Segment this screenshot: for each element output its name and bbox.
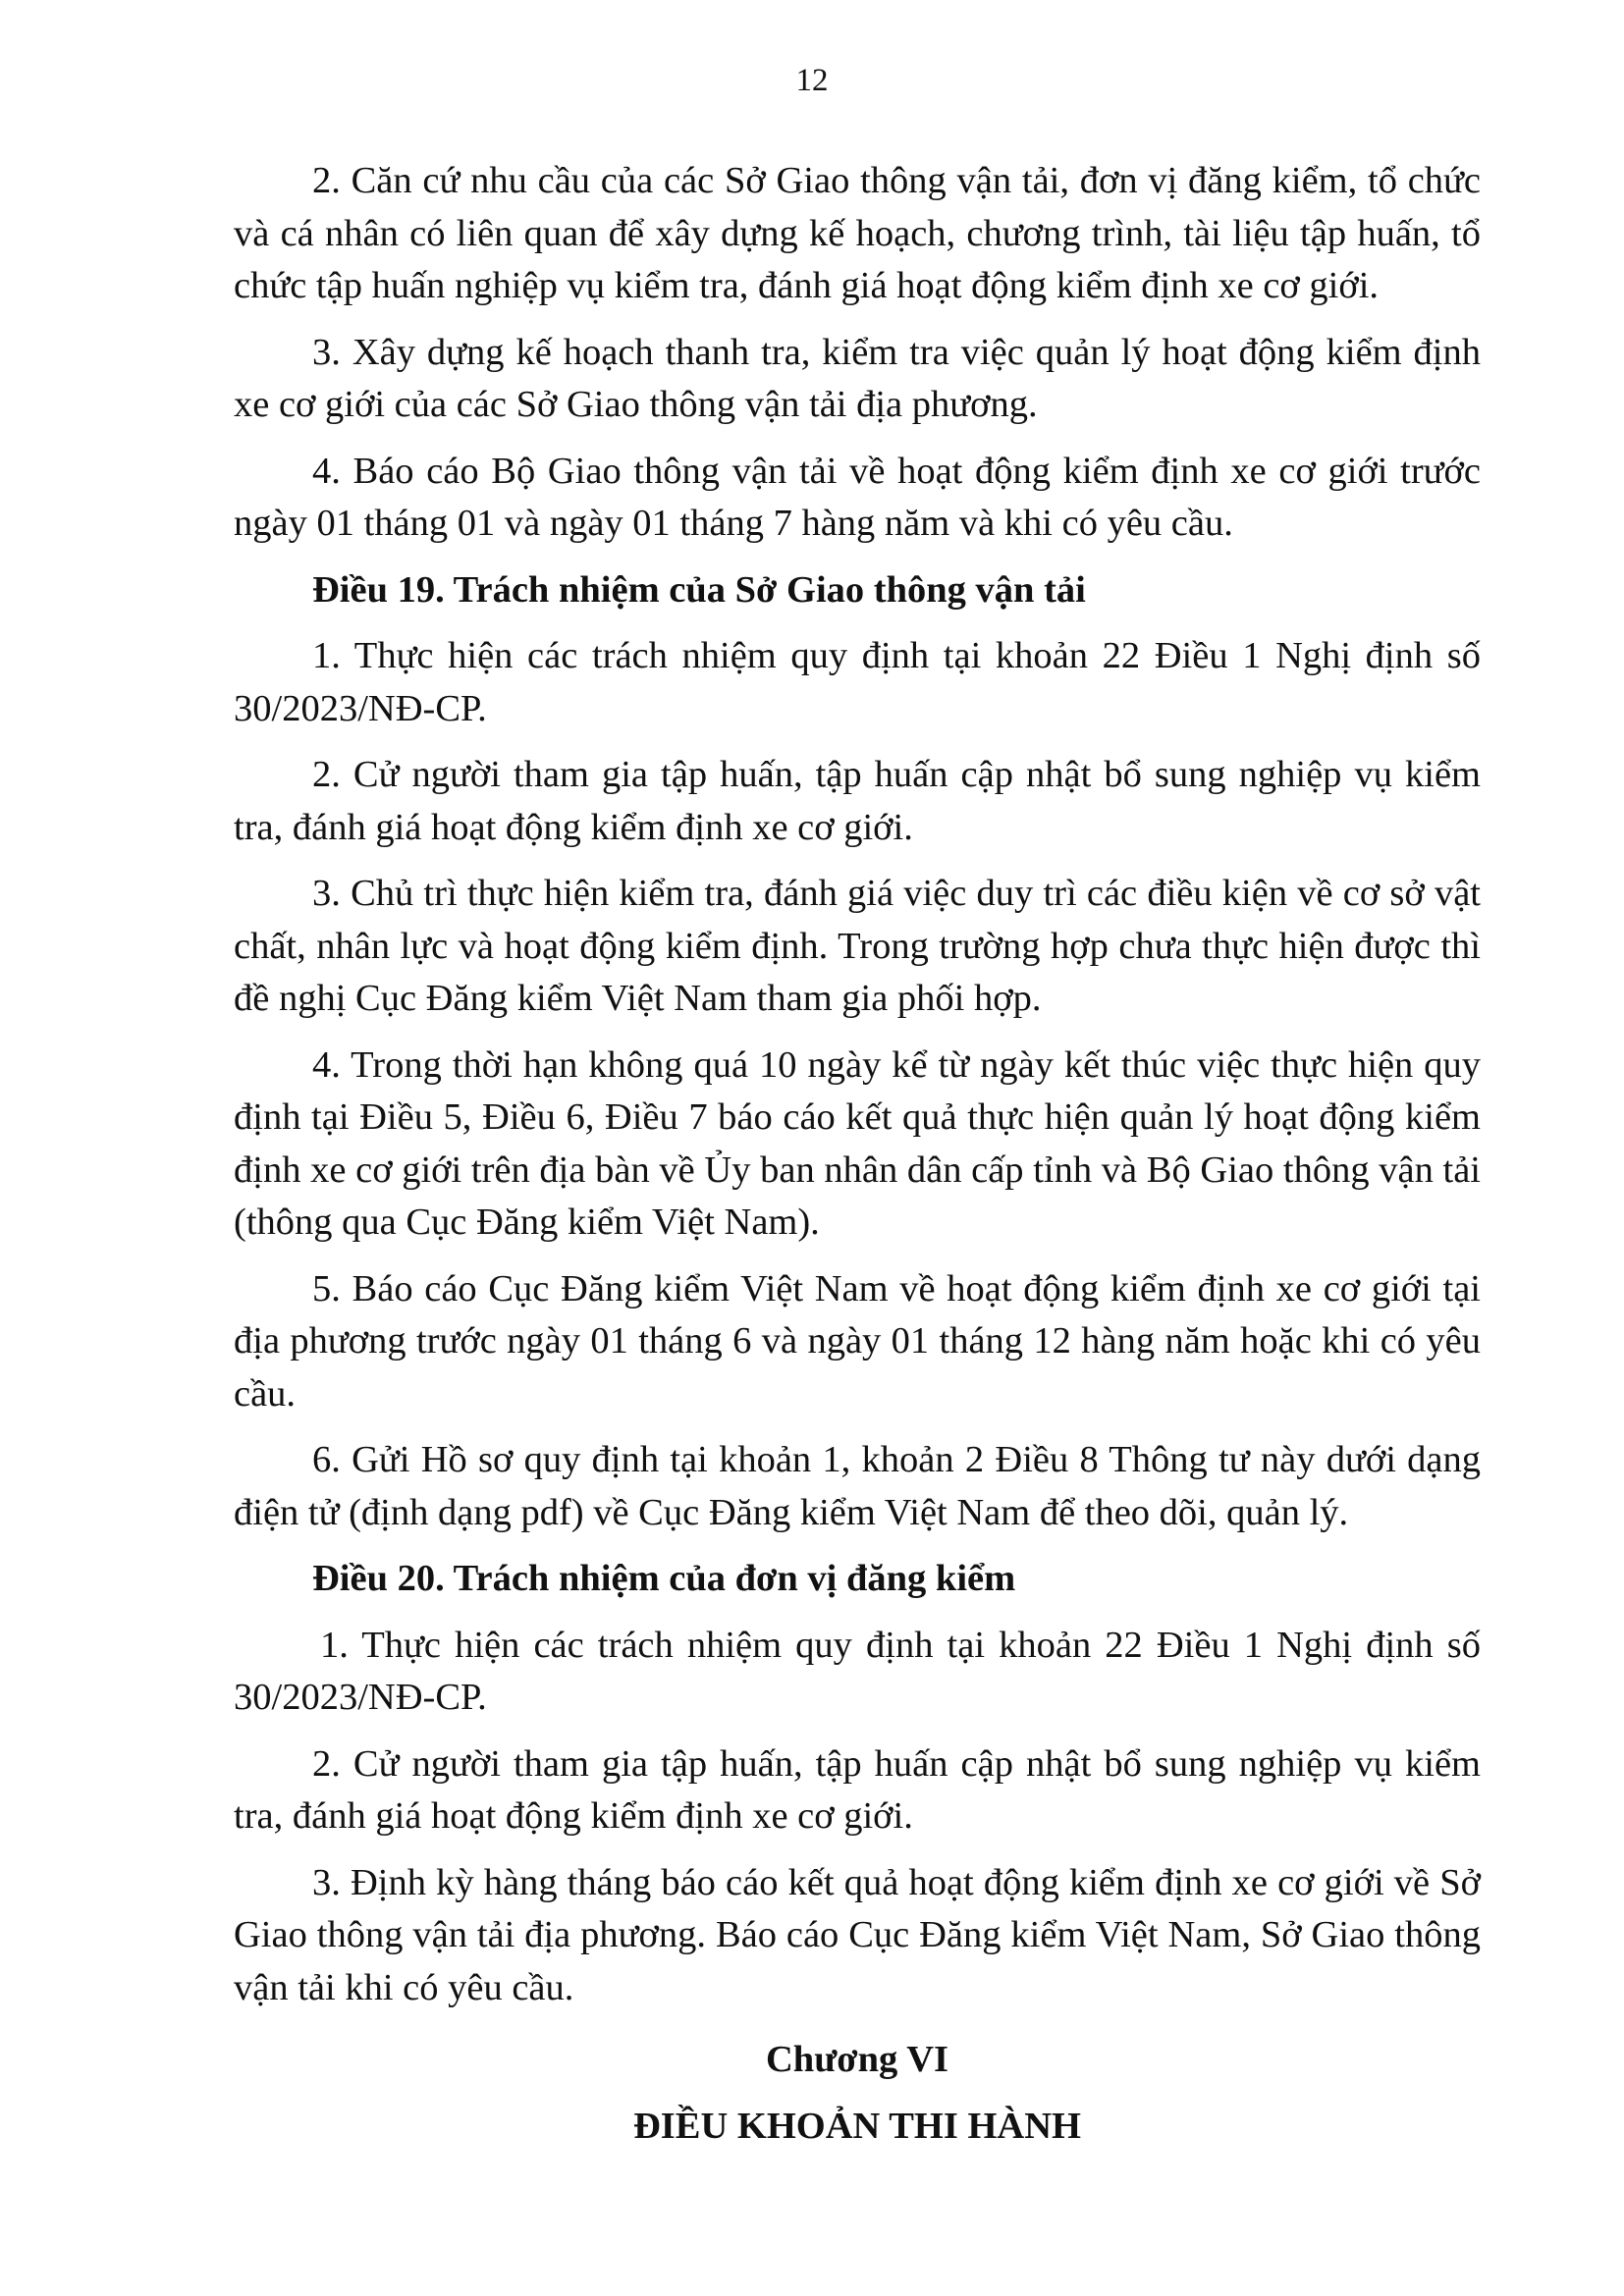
article-19-item: 4. Trong thời hạn không quá 10 ngày kể từ ngày kết thúc việc thực hiện quy định tại Điều 5, Điều 6, Điều 7 báo cáo kết quả thực hiện quản lý hoạt động kiểm định xe cơ giới trên địa bàn về Ủy ban nhân dân cấp tỉnh và Bộ Giao thông vận tải (thông qua Cục Đăng kiểm Việt Nam). (234, 1043, 1481, 1243)
page-number: 12 (795, 63, 829, 98)
article-19-item: 5. Báo cáo Cục Đăng kiểm Việt Nam về hoạt động kiểm định xe cơ giới tại địa phương trước ngày 01 tháng 6 và ngày 01 tháng 12 hàng năm hoặc khi có yêu cầu. (234, 1267, 1481, 1415)
article-20-item: 1. Thực hiện các trách nhiệm quy định tại khoản 22 Điều 1 Nghị định số 30/2023/NĐ-CP. (234, 1624, 1481, 1718)
paragraph: 4. Báo cáo Bộ Giao thông vận tải về hoạt động kiểm định xe cơ giới trước ngày 01 tháng 01 và ngày 01 tháng 7 hàng năm và khi có yêu cầu. (234, 450, 1481, 544)
article-20-heading: Điều 20. Trách nhiệm của đơn vị đăng kiểm (312, 1558, 1016, 1599)
document-body (234, 155, 1481, 2153)
article-19-item: 2. Cử người tham gia tập huấn, tập huấn cập nhật bổ sung nghiệp vụ kiểm tra, đánh giá hoạt động kiểm định xe cơ giới. (234, 754, 1481, 848)
article-20-item: 2. Cử người tham gia tập huấn, tập huấn cập nhật bổ sung nghiệp vụ kiểm tra, đánh giá hoạt động kiểm định xe cơ giới. (234, 1742, 1481, 1837)
article-19-item: 3. Chủ trì thực hiện kiểm tra, đánh giá việc duy trì các điều kiện về cơ sở vật chất, nhân lực và hoạt động kiểm định. Trong trường hợp chưa thực hiện được thì đề nghị Cục Đăng kiểm Việt Nam tham gia phối hợp. (234, 873, 1481, 1019)
article-19-item: 1. Thực hiện các trách nhiệm quy định tại khoản 22 Điều 1 Nghị định số 30/2023/NĐ-CP. (234, 635, 1481, 729)
chapter-label: Chương VI (765, 2039, 948, 2080)
chapter-title: ĐIỀU KHOẢN THI HÀNH (632, 2105, 1081, 2147)
paragraph: 2. Căn cứ nhu cầu của các Sở Giao thông vận tải, đơn vị đăng kiểm, tổ chức và cá nhân có liên quan để xây dựng kế hoạch, chương trình, tài liệu tập huấn, tổ chức tập huấn nghiệp vụ kiểm tra, đánh giá hoạt động kiểm định xe cơ giới. (234, 160, 1481, 306)
article-19-item: 6. Gửi Hồ sơ quy định tại khoản 1, khoản 2 Điều 8 Thông tư này dưới dạng điện tử (định dạng pdf) về Cục Đăng kiểm Việt Nam để theo dõi, quản lý. (234, 1439, 1481, 1533)
article-20-item: 3. Định kỳ hàng tháng báo cáo kết quả hoạt động kiểm định xe cơ giới về Sở Giao thông vận tải địa phương. Báo cáo Cục Đăng kiểm Việt Nam, Sở Giao thông vận tải khi có yêu cầu. (234, 1861, 1481, 2008)
article-19-heading: Điều 19. Trách nhiệm của Sở Giao thông vận tải (312, 568, 1086, 611)
paragraph: 3. Xây dựng kế hoạch thanh tra, kiểm tra việc quản lý hoạt động kiểm định xe cơ giới của các Sở Giao thông vận tải địa phương. (234, 331, 1481, 425)
